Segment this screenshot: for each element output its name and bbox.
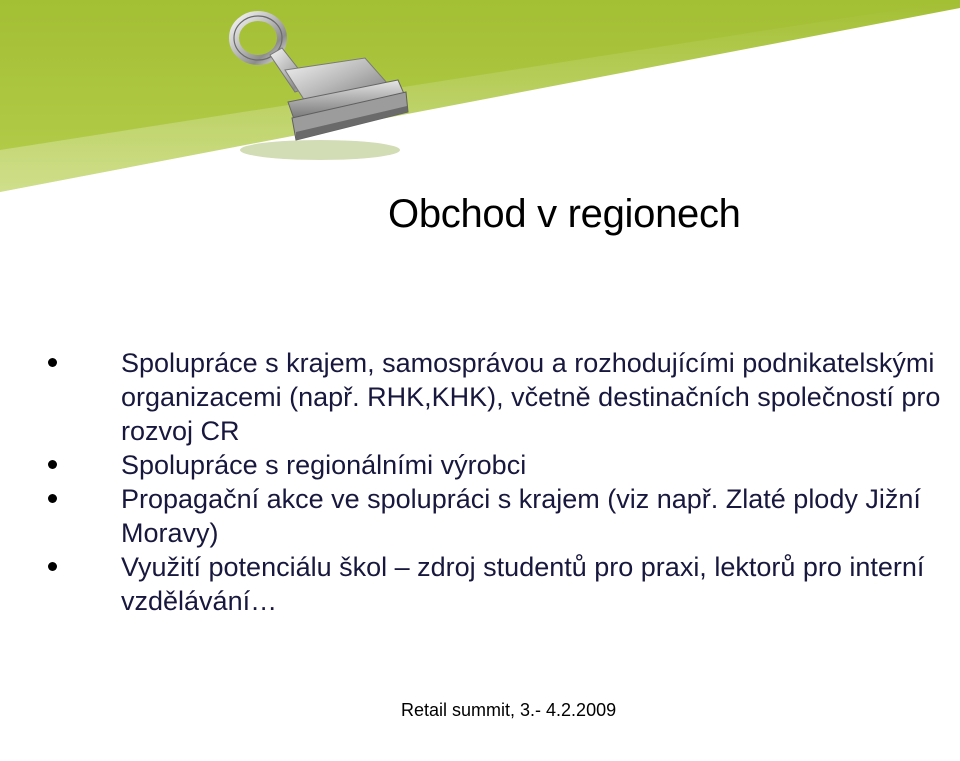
bullet-item: [0, 482, 960, 550]
slide-title: Obchod v regionech: [388, 192, 741, 236]
green-header-band: [0, 0, 960, 200]
bullet-item: [0, 448, 960, 482]
bullet-dot-icon: [48, 358, 57, 367]
binder-clip-icon: [200, 0, 420, 170]
bullet-text: Propagační akce ve spolupráci s krajem (viz např. Zlaté plody Jižní Moravy): [121, 484, 921, 548]
bullet-text: Využití potenciálu škol – zdroj studentů pro praxi, lektorů pro interní vzdělávání…: [121, 552, 925, 616]
bullet-item: [0, 550, 960, 618]
bullet-dot-icon: [48, 460, 57, 469]
bullet-text: Spolupráce s regionálními výrobci: [121, 450, 527, 480]
bullet-dot-icon: [48, 562, 57, 571]
bullet-dot-icon: [48, 494, 57, 503]
bullet-item: [0, 346, 960, 448]
bullet-list: [0, 346, 960, 618]
bullet-text: Spolupráce s krajem, samosprávou a rozhodujícími podnikatelskými organizacemi (např. RHK,KHK), včetně destinačních společností pro rozvoj CR: [121, 348, 941, 446]
footer-text: Retail summit, 3.- 4.2.2009: [401, 700, 617, 720]
